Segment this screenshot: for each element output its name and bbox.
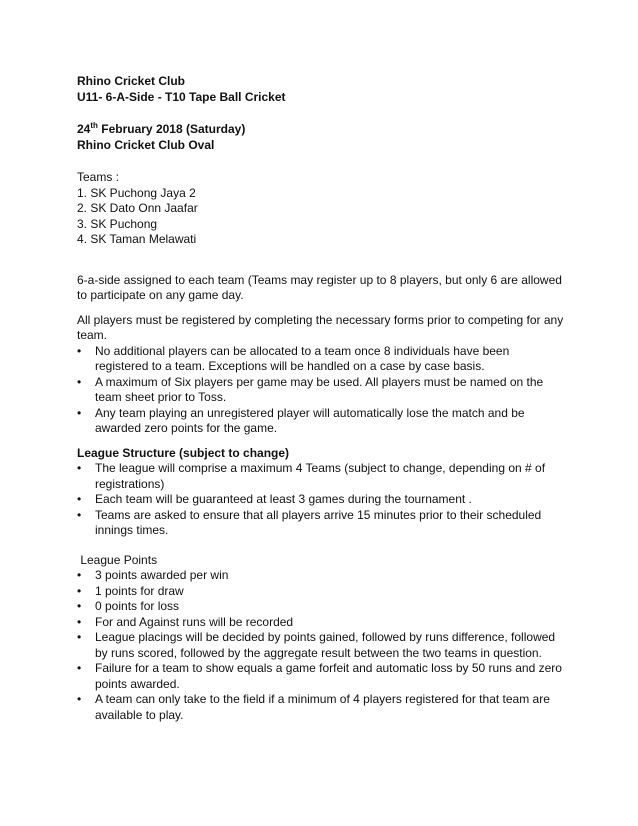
- bullet-icon: •: [77, 343, 82, 358]
- bullet-icon: •: [77, 405, 82, 420]
- document-page: [77, 74, 565, 723]
- list-item-text: 3 points awarded per win: [95, 568, 229, 582]
- list-item-text: A team can only take to the field if a minimum of 4 players registered for that team are available to play.: [95, 692, 550, 722]
- bullet-icon: •: [77, 692, 82, 706]
- bullet-icon: •: [77, 568, 82, 582]
- team-item: 4. SK Taman Melawati: [77, 232, 197, 246]
- list-item-text: Failure for a team to show equals a game forfeit and automatic loss by 50 runs and zero points awarded.: [95, 661, 562, 691]
- bullet-icon: •: [77, 614, 82, 629]
- league-points-list: [77, 568, 565, 723]
- bullet-icon: •: [77, 661, 82, 675]
- list-item: [77, 599, 565, 615]
- list-item-text: 0 points for loss: [95, 599, 180, 613]
- bullet-icon: •: [77, 583, 82, 598]
- bullet-icon: •: [77, 461, 82, 475]
- bullet-icon: •: [77, 507, 82, 522]
- team-item: 3. SK Puchong: [77, 216, 158, 231]
- league-structure-list: [77, 461, 565, 539]
- list-item-text: Any team playing an unregistered player will automatically lose the match and be awarded zero points for the game.: [95, 405, 525, 435]
- date-suffix: th: [90, 121, 98, 130]
- registration-list: [77, 344, 565, 437]
- league-points-heading: League Points: [77, 552, 158, 567]
- list-item: [77, 692, 565, 723]
- teams-heading: Teams :: [77, 170, 120, 184]
- bullet-icon: •: [77, 630, 82, 644]
- league-structure-heading: League Structure (subject to change): [77, 445, 290, 460]
- event-venue: Rhino Cricket Club Oval: [77, 137, 215, 152]
- list-item: [77, 344, 565, 375]
- team-item: 2. SK Dato Onn Jaafar: [77, 201, 198, 215]
- event-date: [77, 122, 565, 138]
- list-item-text: Each team will be guaranteed at least 3 games during the tournament .: [95, 492, 472, 506]
- list-item: [77, 584, 565, 600]
- event-title: U11- 6-A-Side - T10 Tape Ball Cricket: [77, 89, 286, 104]
- list-item-text: The league will comprise a maximum 4 Teams (subject to change, depending on # of registrations): [95, 461, 546, 491]
- list-item-text: 1 points for draw: [95, 583, 184, 598]
- bullet-icon: •: [77, 599, 82, 613]
- list-item: [77, 615, 565, 631]
- team-item: 1. SK Puchong Jaya 2: [77, 185, 196, 200]
- intro-paragraph: 6-a-side assigned to each team (Teams may register up to 8 players, but only 6 are allowed to participate on any game day.: [77, 272, 562, 302]
- list-item-text: League placings will be decided by points gained, followed by runs difference, followed by runs scored, followed by the aggregate result between the two teams in question.: [95, 630, 556, 660]
- date-rest: February 2018 (Saturday): [97, 122, 246, 136]
- list-item: [77, 630, 565, 661]
- list-item: [77, 568, 565, 584]
- list-item-text: A maximum of Six players per game may be used. All players must be named on the team sheet prior to Toss.: [95, 374, 544, 404]
- list-item: [77, 492, 565, 508]
- list-item: [77, 508, 565, 539]
- club-title: Rhino Cricket Club: [77, 74, 186, 88]
- date-day: 24: [77, 122, 91, 136]
- list-item: [77, 461, 565, 492]
- registration-paragraph: All players must be registered by completing the necessary forms prior to competing for any team.: [77, 312, 564, 342]
- list-item-text: Teams are asked to ensure that all players arrive 15 minutes prior to their scheduled innings times.: [95, 507, 542, 537]
- bullet-icon: •: [77, 374, 82, 389]
- list-item-text: No additional players can be allocated to a team once 8 individuals have been registered to a team. Exceptions will be handled on a case by case basis.: [95, 343, 510, 373]
- list-item: [77, 375, 565, 406]
- list-item: [77, 406, 565, 437]
- list-item: [77, 661, 565, 692]
- list-item-text: For and Against runs will be recorded: [95, 614, 294, 629]
- bullet-icon: •: [77, 492, 82, 506]
